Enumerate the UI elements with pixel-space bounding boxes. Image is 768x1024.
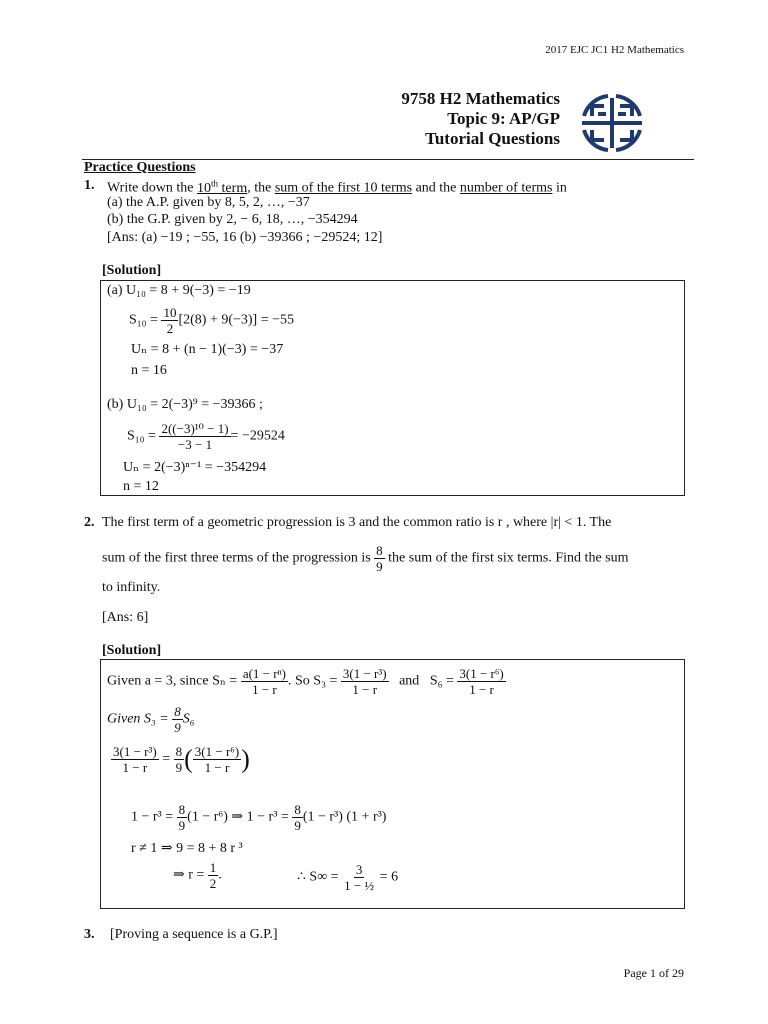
q2-number: 2.: [84, 515, 95, 530]
page-number: Page 1 of 29: [623, 966, 684, 980]
q2-line-3: to infinity.: [102, 580, 161, 595]
q1-sol-a3: Uₙ = 8 + (n − 1)(−3) = −37: [131, 342, 284, 357]
q2-sol-line-1: Given a = 3, since Sₙ = $\frac{\text{a(1 − rⁿ)}}{1 - r}$ . So S₃ = $\frac{\text{3(1 − r³)}}{1 - r}$ and S₆ = $\frac{\text{3(1 − r⁶)}}{1 - r}$: [107, 666, 504, 697]
q2-sol-line-5: r ≠ 1 ⇒ 9 = 8 + 8 r ³: [131, 841, 243, 856]
q1-prompt: Write down the 10th term, the sum of the first 10 terms and the number of terms in: [107, 178, 567, 196]
q1-number: 1.: [84, 178, 95, 193]
q1-answer: [Ans: (a) −19 ; −55, 16 (b) −39366 ; −29524; 12]: [107, 230, 383, 245]
section-heading: Practice Questions: [84, 160, 196, 175]
q1-solution-box: [100, 280, 685, 496]
q2-solution-label: [Solution]: [102, 643, 162, 658]
q1-sol-b3: Uₙ = 2(−3)ⁿ⁻¹ = −354294: [123, 460, 267, 475]
q2-line-2: sum of the first three terms of the progression is $\frac{8}{9}$ the sum of the first six terms. Find the sum: [102, 543, 629, 574]
q2-solution-box: [100, 659, 685, 909]
q1-solution-label: [Solution]: [102, 263, 162, 278]
header-course: 2017 EJC JC1 H2 Mathematics: [545, 44, 684, 56]
q2-answer: [Ans: 6]: [102, 610, 149, 625]
q3-text: [Proving a sequence is a G.P.]: [110, 927, 278, 942]
q1-sol-b2: S₁₀ = $\frac{\text{2((−3)¹⁰ − 1)}}{-3 - 1}$ = −29524: [127, 421, 285, 452]
q2-sol-line-4: 1 − r³ = $\frac{8}{9}$ (1 − r⁶) ⇒ 1 − r³ = $\frac{8}{9}$ (1 − r³) (1 + r³): [131, 802, 387, 833]
q3-number: 3.: [84, 927, 95, 942]
q1-part-b: (b) the G.P. given by 2, − 6, 18, …, −354294: [107, 212, 358, 227]
title-line-1: 9758 H2 Mathematics: [401, 89, 560, 108]
q1-sol-b1: (b) U₁₀ = 2(−3)⁹ = −39366 ;: [107, 397, 263, 412]
title-line-2: Topic 9: AP/GP: [447, 109, 560, 128]
q1-sol-a4: n = 16: [131, 363, 167, 378]
q1-sol-a2: S₁₀ = $\frac{10}{2}$ [2(8) + 9(−3)] = −55: [129, 305, 295, 336]
school-logo-icon: [578, 92, 646, 154]
q2-line-1: The first term of a geometric progression is 3 and the common ratio is r , where |r| < 1. The: [102, 515, 612, 530]
q1-sol-b4: n = 12: [123, 479, 159, 494]
q2-sol-line-6: ⇒ r = $\frac{1}{2}$ .: [173, 860, 222, 891]
q2-sol-line-7: ∴ S∞ = $\frac{3}{\text{1 − ½}}$ = 6: [297, 862, 399, 893]
title-line-3: Tutorial Questions: [425, 129, 560, 148]
q2-sol-line-2: Given S₃ = $\frac{8}{9}$ S₆: [107, 704, 195, 735]
q1-part-a: (a) the A.P. given by 8, 5, 2, …, −37: [107, 195, 310, 210]
q1-sol-a1: (a) U₁₀ = 8 + 9(−3) = −19: [107, 283, 251, 298]
q2-sol-line-3: $\frac{\text{3(1 − r³)}}{1 - r}$ = $\frac{8}{9}$ ( $\frac{\text{3(1 − r⁶)}}{1 - r}$ ): [113, 744, 250, 775]
